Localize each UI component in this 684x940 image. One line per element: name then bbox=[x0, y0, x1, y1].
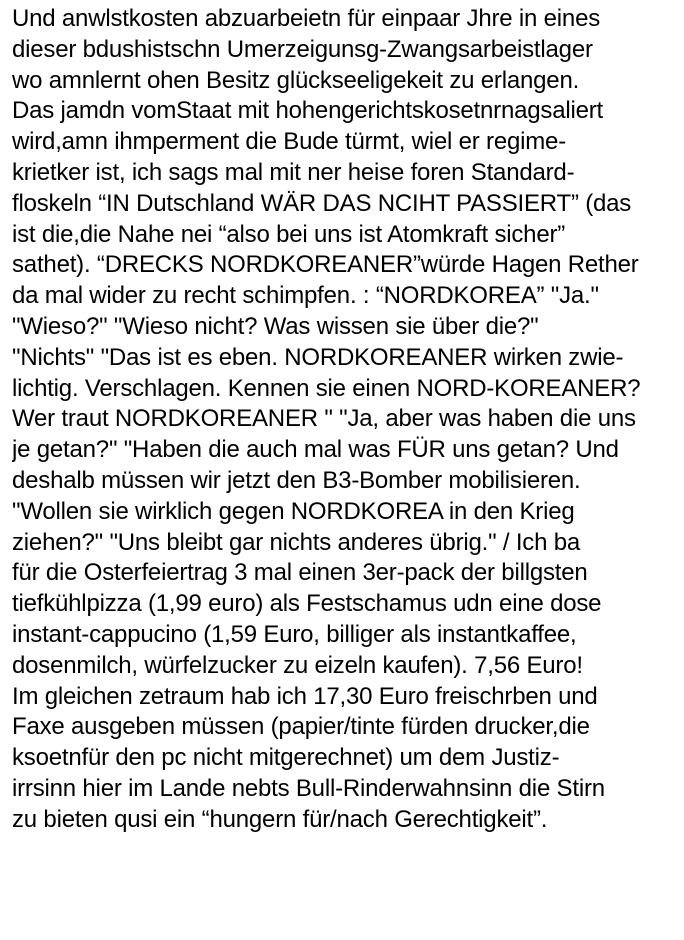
text-line: deshalb müssen wir jetzt den B3-Bomber mobilisieren. bbox=[12, 466, 581, 494]
text-line: da mal wider zu recht schimpfen. : “NORDKOREA” "Ja." bbox=[12, 282, 599, 310]
text-line: dieser bdushistschn Umerzeigunsg-Zwangsarbeistlager bbox=[12, 35, 593, 63]
text-line: Faxe ausgeben müssen (papier/tinte fürden drucker,die bbox=[12, 713, 590, 741]
text-line: tiefkühlpizza (1,99 euro) als Festschamus udn eine dose bbox=[12, 590, 602, 618]
body-text bbox=[12, 4, 680, 836]
text-line: Wer traut NORDKOREANER " "Ja, aber was haben die uns bbox=[12, 405, 636, 433]
text-line: lichtig. Verschlagen. Kennen sie einen NORD-KOREANER? bbox=[12, 374, 641, 402]
text-line: für die Osterfeiertrag 3 mal einen 3er-pack der billgsten bbox=[12, 559, 588, 587]
text-line: krietker ist, ich sags mal mit ner heise foren Standard- bbox=[12, 158, 575, 186]
text-line: floskeln “IN Dutschland WÄR DAS NCIHT PASSIERT” (das bbox=[12, 189, 632, 217]
text-line: sathet). “DRECKS NORDKOREANER”würde Hagen Rether bbox=[12, 251, 639, 279]
text-line: instant-cappucino (1,59 Euro, billiger als instantkaffee, bbox=[12, 620, 577, 648]
text-line: wo amnlernt ohen Besitz glückseeligekeit zu erlangen. bbox=[12, 66, 580, 94]
text-line: je getan?" "Haben die auch mal was FÜR uns getan? Und bbox=[12, 436, 619, 464]
text-line: Das jamdn vomStaat mit hohengerichtskosetnrnagsaliert bbox=[12, 97, 604, 125]
text-line: "Wieso?" "Wieso nicht? Was wissen sie über die?" bbox=[12, 312, 539, 340]
text-line: wird,amn ihmperment die Bude türmt, wiel er regime- bbox=[12, 128, 566, 156]
text-line: dosenmilch, würfelzucker zu eizeln kaufen). 7,56 Euro! bbox=[12, 651, 583, 679]
text-line: Im gleichen zetraum hab ich 17,30 Euro freischrben und bbox=[12, 682, 598, 710]
text-line: ziehen?" "Uns bleibt gar nichts anderes übrig." / Ich ba bbox=[12, 528, 581, 556]
text-line: ksoetnfür den pc nicht mitgerechnet) um dem Justiz- bbox=[12, 744, 560, 772]
text-line: irrsinn hier im Lande nebts Bull-Rinderwahnsinn die Stirn bbox=[12, 774, 605, 802]
text-line: zu bieten qusi ein “hungern für/nach Gerechtigkeit”. bbox=[12, 805, 548, 833]
text-line: Und anwlstkosten abzuarbeietn für einpaar Jhre in eines bbox=[12, 5, 601, 32]
text-line: ist die,die Nahe nei “also bei uns ist Atomkraft sicher” bbox=[12, 220, 566, 248]
text-line: "Nichts" "Das ist es eben. NORDKOREANER wirken zwie- bbox=[12, 343, 624, 371]
text-line: "Wollen sie wirklich gegen NORDKOREA in den Krieg bbox=[12, 497, 575, 525]
